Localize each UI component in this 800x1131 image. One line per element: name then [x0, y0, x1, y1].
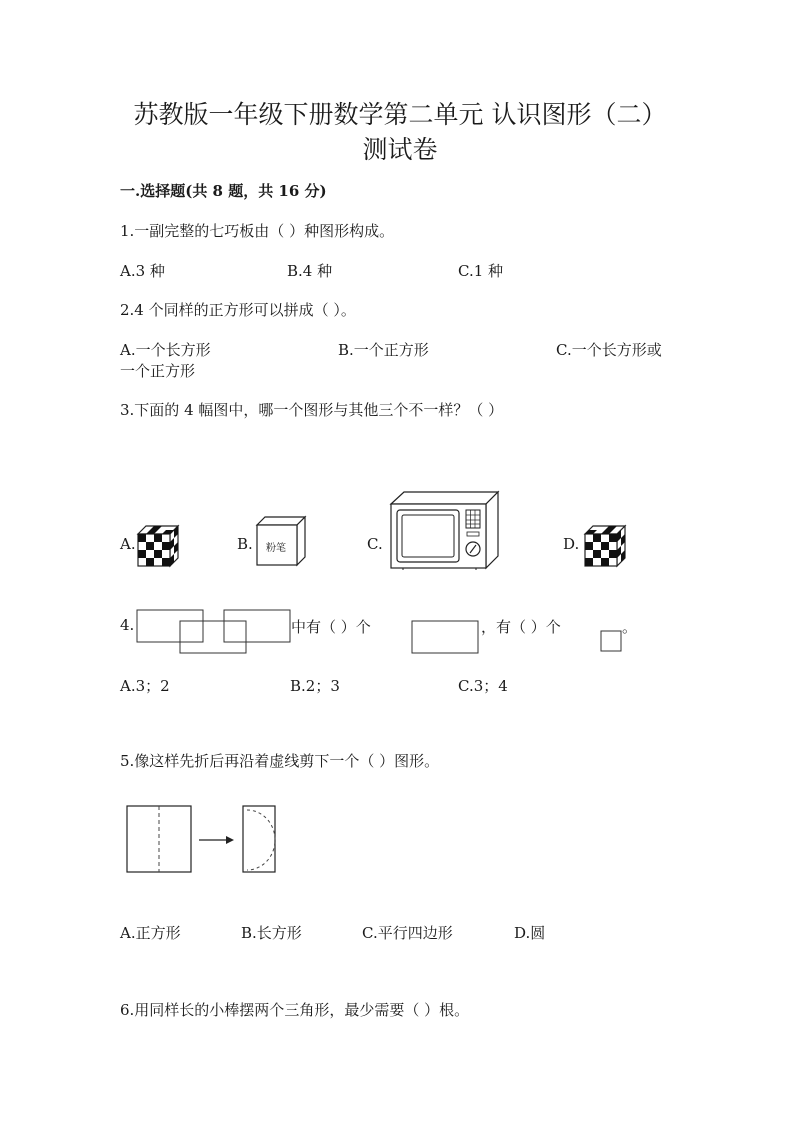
q3-label-c: C.	[367, 535, 383, 553]
fold-and-cut-figure	[126, 804, 278, 876]
q4-option-a: A.3；2	[120, 677, 170, 695]
microwave-image	[388, 490, 500, 570]
q5-option-d: D.圆	[514, 924, 546, 942]
page-title-line2: 测试卷	[362, 135, 438, 164]
page-title: 苏教版一年级下册数学第二单元 认识图形（二）	[133, 100, 667, 129]
question-4-part3: 。	[622, 618, 638, 636]
question-3: 3.下面的 4 幅图中，哪一个图形与其他三个不一样？（ ）	[120, 401, 504, 419]
q5-option-c: C.平行四边形	[362, 924, 453, 942]
question-4-part1: 中有（ ）个	[291, 618, 371, 636]
section-heading: 一.选择题(共 8 题，共 16 分)	[120, 182, 327, 200]
overlapping-rectangles-figure	[136, 608, 294, 656]
square-shape-icon	[600, 630, 622, 652]
q2-option-b: B.一个正方形	[338, 341, 429, 359]
q3-label-b: B.	[237, 535, 253, 553]
q4-option-c: C.3；4	[458, 677, 508, 695]
q2-option-c: C.一个长方形或	[556, 341, 662, 359]
q3-label-a: A.	[120, 535, 136, 553]
rectangle-shape-icon	[411, 620, 479, 654]
question-4-number: 4.	[120, 616, 135, 634]
checkered-cube-d-image	[583, 524, 627, 568]
question-2: 2.4 个同样的正方形可以拼成（ ）。	[120, 301, 356, 319]
checkered-cube-a-image	[136, 524, 180, 568]
question-1: 1.一副完整的七巧板由（ ）种图形构成。	[120, 222, 395, 240]
q5-option-a: A.正方形	[120, 924, 181, 942]
q1-option-b: B.4 种	[287, 262, 333, 280]
chalk-box-label: 粉笔	[266, 543, 286, 554]
q4-option-b: B.2；3	[290, 677, 340, 695]
question-6: 6.用同样长的小棒摆两个三角形，最少需要（ ）根。	[120, 1001, 470, 1019]
q1-option-a: A.3 种	[120, 262, 165, 280]
q3-label-d: D.	[563, 535, 580, 553]
q2-option-a: A.一个长方形	[120, 341, 211, 359]
question-5: 5.像这样先折后再沿着虚线剪下一个（ ）图形。	[120, 752, 440, 770]
question-4-part2: ，有（ ）个	[481, 618, 561, 636]
q5-option-b: B.长方形	[241, 924, 302, 942]
q1-option-c: C.1 种	[458, 262, 504, 280]
q2-option-c-cont: 一个正方形	[120, 362, 196, 380]
